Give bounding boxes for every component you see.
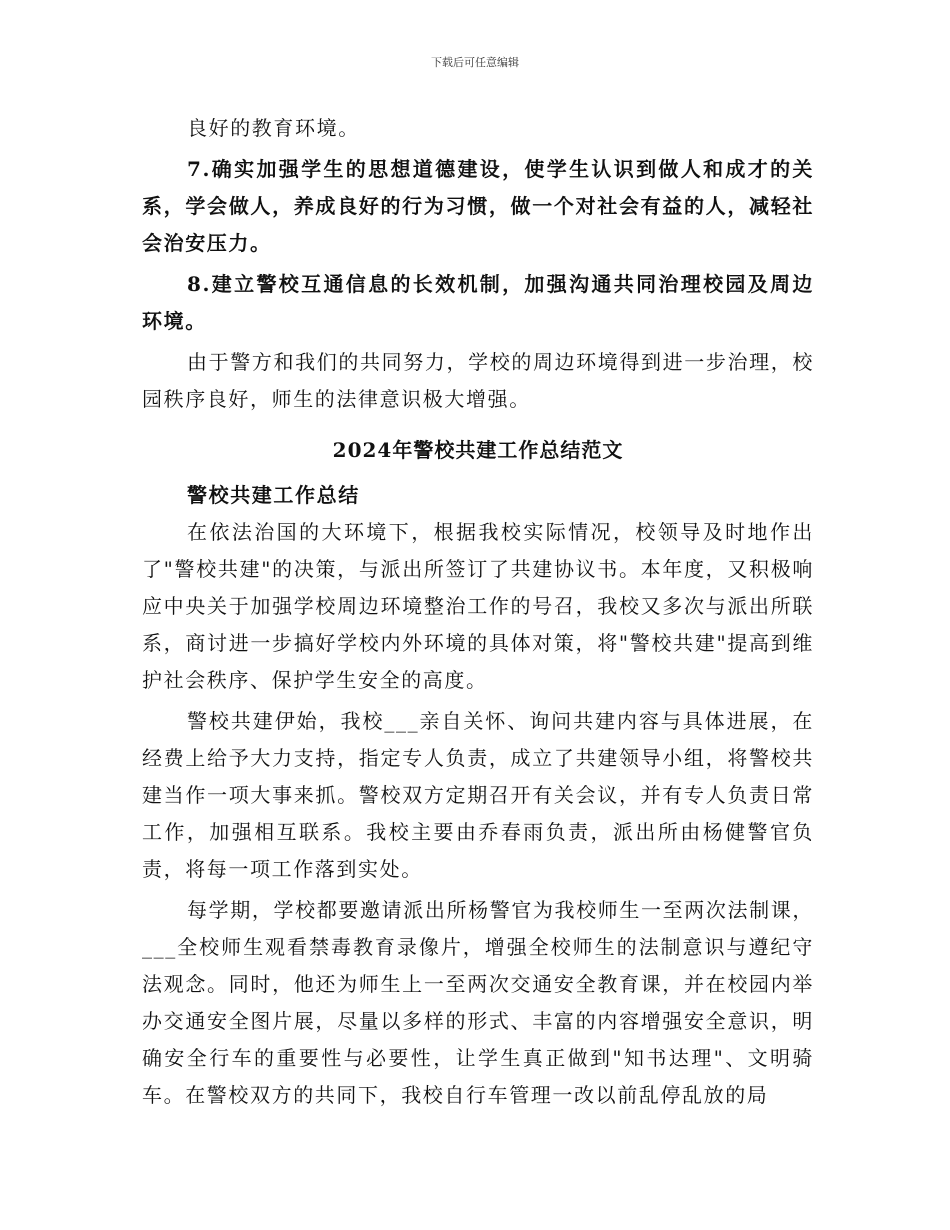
article-paragraph-1: 在依法治国的大环境下，根据我校实际情况，校领导及时地作出了"警校共建"的决策，与派出所签订了共建协议书。本年度，又积极响应中央关于加强学校周边环境整治工作的号召，我校又多次与派出所联系，商讨进一步搞好学校内外环境的具体对策，将"警校共建"提高到维护社会秩序、保护学生安全的高度。 xyxy=(142,520,814,692)
paragraph-item-8: 8.建立警校互通信息的长效机制，加强沟通共同治理校园及周边环境。 xyxy=(142,272,814,333)
paragraph-continuation: 良好的教育环境。 xyxy=(187,116,360,140)
page-header: 下载后可任意编辑 xyxy=(431,56,519,69)
paragraph-item-7: 7.确实加强学生的思想道德建设，使学生认识到做人和成才的关系，学会做人，养成良好的行为习惯，做一个对社会有益的人，减轻社会治安压力。 xyxy=(142,157,814,255)
article-paragraph-3: 每学期，学校都要邀请派出所杨警官为我校师生一至两次法制课，___全校师生观看禁毒教育录像片，增强全校师生的法制意识与遵纪守法观念。同时，他还为师生上一至两次交通安全教育课，并在校园内举办交通安全图片展，尽量以多样的形式、丰富的内容增强安全意识，明确安全行车的重要性与必要性，让学生真正做到"知书达理"、文明骑车。在警校双方的共同下，我校自行车管理一改以前乱停乱放的局 xyxy=(142,898,814,1107)
article-title: 2024年警校共建工作总结范文 xyxy=(332,438,624,462)
document-body xyxy=(142,110,814,1114)
article-paragraph-2: 警校共建伊始，我校___亲自关怀、询问共建内容与具体进展，在经费上给予大力支持，指定专人负责，成立了共建领导小组，将警校共建当作一项大事来抓。警校双方定期召开有关会议，并有专人负责日常工作，加强相互联系。我校主要由乔春雨负责，派出所由杨健警官负责，将每一项工作落到实处。 xyxy=(142,709,814,881)
article-subtitle: 警校共建工作总结 xyxy=(187,483,360,507)
paragraph-conclusion: 由于警方和我们的共同努力，学校的周边环境得到进一步治理，校园秩序良好，师生的法律意识极大增强。 xyxy=(142,350,814,411)
